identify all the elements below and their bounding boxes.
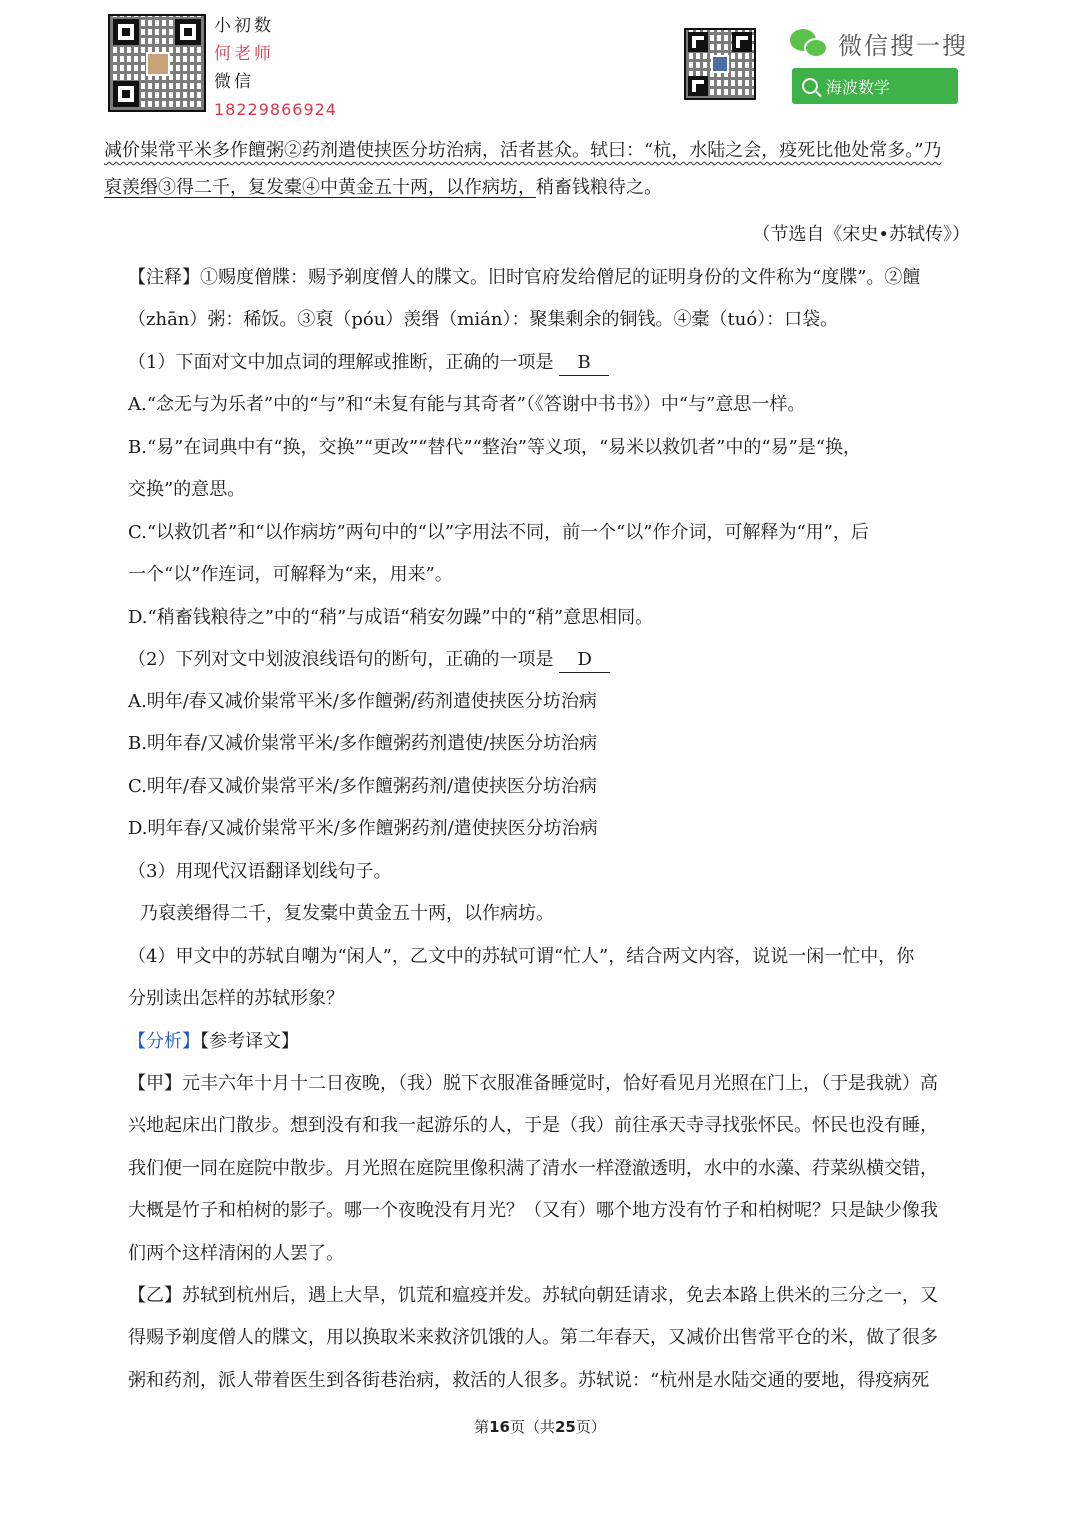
q3-sentence: 乃裒羡缗得二千，复发橐中黄金五十两，以作病坊。 xyxy=(140,903,554,924)
q2-stem: （2）下列对文中划波浪线语句的断句，正确的一项是 D xyxy=(128,648,610,673)
wechat-qr-code xyxy=(108,14,206,112)
teacher-phone: 18229866924 xyxy=(214,100,337,119)
qr-logo xyxy=(711,55,729,73)
q2-answer: D xyxy=(559,648,609,673)
wechat-search-title: 微信搜一搜 xyxy=(838,32,968,60)
analysis-heading xyxy=(128,1030,299,1054)
q1-answer: B xyxy=(559,351,608,376)
avatar xyxy=(146,52,170,76)
translation-yi-line: 得赐予剃度僧人的牒文，用以换取米来救济饥饿的人。第二年春天，又减价出售常平仓的米，做了很多 xyxy=(128,1327,938,1348)
teacher-card-line3: 微信 xyxy=(214,72,254,92)
passage-line-2: 裒羡缗③得二千，复发橐④中黄金五十两，以作病坊，稍畜钱粮待之。 xyxy=(104,177,662,198)
q4-line-2: 分别读出怎样的苏轼形象？ xyxy=(128,988,344,1009)
wechat-icon xyxy=(790,29,830,59)
translation-jia-line: 我们便一同在庭院中散步。月光照在庭院里像积满了清水一样澄澈透明，水中的水藻、荇菜纵横交错， xyxy=(128,1158,938,1179)
q1-option-b-line2: 交换”的意思。 xyxy=(128,479,246,500)
q4-line-1: （4）甲文中的苏轼自嘲为“闲人”，乙文中的苏轼可谓“忙人”，结合两文内容，说说一闲一忙中，你 xyxy=(128,946,915,967)
teacher-contact-card xyxy=(214,12,337,124)
page-number: 第16页（共25页） xyxy=(474,1418,606,1436)
translation-jia-line: 们两个这样清闲的人罢了。 xyxy=(128,1243,344,1264)
teacher-card-name: 何老师 xyxy=(214,44,274,64)
q2-option-c: C.明年/春又减价粜常平米/多作饘粥药剂/遣使挟医分坊治病 xyxy=(128,776,598,797)
search-icon xyxy=(802,78,818,94)
q1-option-c-line2: 一个“以”作连词，可解释为“来，用来”。 xyxy=(128,564,453,585)
search-chip-button[interactable] xyxy=(792,68,958,104)
translation-jia-line: 兴地起床出门散步。想到没有和我一起游乐的人，于是（我）前往承天寺寻找张怀民。怀民也没有睡， xyxy=(128,1115,938,1136)
translation-jia-line: 【甲】元丰六年十月十二日夜晚，（我）脱下衣服准备睡觉时，恰好看见月光照在门上，（于是我就）高 xyxy=(128,1073,938,1094)
q2-option-b: B.明年春/又减价粜常平米/多作饘粥药剂遣使/挟医分坊治病 xyxy=(128,733,598,754)
teacher-card-line1: 小初数 xyxy=(214,16,274,36)
translation-title: 【参考译文】 xyxy=(200,1031,299,1052)
passage-line-1: 减价粜常平米多作饘粥②药剂遣使挟医分坊治病，活者甚众。轼曰：“杭，水陆之会，疫死比他处常多。”乃 xyxy=(104,140,942,161)
q3-stem: （3）用现代汉语翻译划线句子。 xyxy=(128,861,392,882)
q1-option-b-line1: B.“易”在词典中有“换，交换”“更改”“替代”“整治”等义项，“易米以救饥者”中的“易”是“换， xyxy=(128,437,861,458)
q1-option-c-line1: C.“以救饥者”和“以作病坊”两句中的“以”字用法不同，前一个“以”作介词，可解释为“用”，后 xyxy=(128,522,869,543)
search-qr-code xyxy=(684,28,756,100)
translation-jia-line: 大概是竹子和柏树的影子。哪一个夜晚没有月光？（又有）哪个地方没有竹子和柏树呢？只是缺少像我 xyxy=(128,1200,938,1221)
translation-yi-line: 【乙】苏轼到杭州后，遇上大旱，饥荒和瘟疫并发。苏轼向朝廷请求，免去本路上供米的三分之一，又 xyxy=(128,1285,938,1306)
notes-line-2: （zhān）粥：稀饭。③裒（póu）羡缗（mián）：聚集剩余的铜钱。④橐（tuó）：口袋。 xyxy=(128,309,839,330)
passage-source: （节选自《宋史•苏轼传》） xyxy=(752,224,970,245)
q2-option-a: A.明年/春又减价粜常平米/多作饘粥/药剂遣使挟医分坊治病 xyxy=(128,691,597,712)
analysis-tag: 【分析】 xyxy=(128,1031,200,1052)
q1-option-a: A.“念无与为乐者”中的“与”和“未复有能与其奇者”（《答谢中书书》）中“与”意思一样。 xyxy=(128,394,806,415)
q2-option-d: D.明年春/又减价粜常平米/多作饘粥药剂/遣使挟医分坊治病 xyxy=(128,818,598,839)
wechat-search-brand xyxy=(790,26,968,61)
search-chip-label: 海波数学 xyxy=(826,77,891,97)
q1-option-d: D.“稍畜钱粮待之”中的“稍”与成语“稍安勿躁”中的“稍”意思相同。 xyxy=(128,607,654,628)
notes-line-1: 【注释】①赐度僧牒：赐予剃度僧人的牒文。旧时官府发给僧尼的证明身份的文件称为“度牒”。②饘 xyxy=(128,267,921,288)
translation-yi-line: 粥和药剂，派人带着医生到各街巷治病，救活的人很多。苏轼说：“杭州是水陆交通的要地，得疫病死 xyxy=(128,1370,930,1391)
q1-stem: （1）下面对文中加点词的理解或推断，正确的一项是 B xyxy=(128,351,609,376)
